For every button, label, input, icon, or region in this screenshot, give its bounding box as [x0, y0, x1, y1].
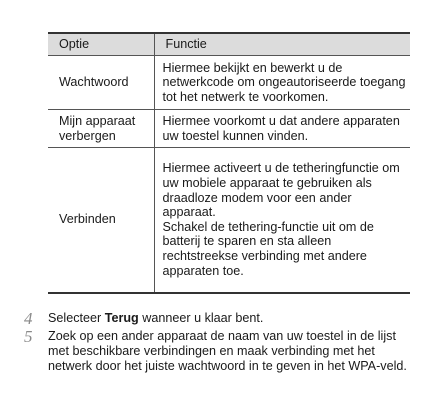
- header-function: Functie: [154, 33, 410, 56]
- options-table: [48, 32, 410, 294]
- description-text: Hiermee voorkomt u dat andere apparaten uw toestel kunnen vinden.: [162, 113, 400, 143]
- step-text: Zoek op een ander apparaat de naam van uw toestel in de lijst met beschikbare verbindingen en maak verbinding met het netwerk door het juiste wachtwoord in te geven in het WPA-veld.: [48, 329, 407, 373]
- table-row: [48, 110, 410, 148]
- step-number: 5: [24, 327, 33, 346]
- table-row: [48, 56, 410, 110]
- description-cell: [154, 110, 410, 148]
- option-cell: Verbinden: [48, 148, 154, 293]
- description-text: Schakel de tethering-functie uit om de batterij te sparen en sta alleen rechtstreekse verbinding met andere apparaten toe.: [162, 219, 374, 278]
- description-cell: [154, 148, 410, 293]
- option-cell: Wachtwoord: [48, 56, 154, 110]
- bold-term: Terug: [104, 311, 139, 325]
- option-cell: Mijn apparaat verbergen: [48, 110, 154, 148]
- description-text: Hiermee activeert u de tetheringfunctie om uw mobiele apparaat te gebruiken als draadloze modem voor een ander apparaat.: [162, 161, 400, 220]
- step-text: Selecteer Terug wanneer u klaar bent.: [48, 311, 264, 325]
- table-header-row: [48, 33, 410, 56]
- step-item: [24, 311, 416, 326]
- description-cell: [154, 56, 410, 110]
- table-row: [48, 148, 410, 293]
- description-text: Hiermee bekijkt en bewerkt u de netwerkcode om ongeautoriseerde toegang tot het netwerk te voorkomen.: [162, 60, 406, 104]
- steps-list: [24, 311, 416, 377]
- header-option: Optie: [48, 33, 154, 56]
- step-number: 4: [24, 309, 33, 328]
- step-item: [24, 329, 416, 374]
